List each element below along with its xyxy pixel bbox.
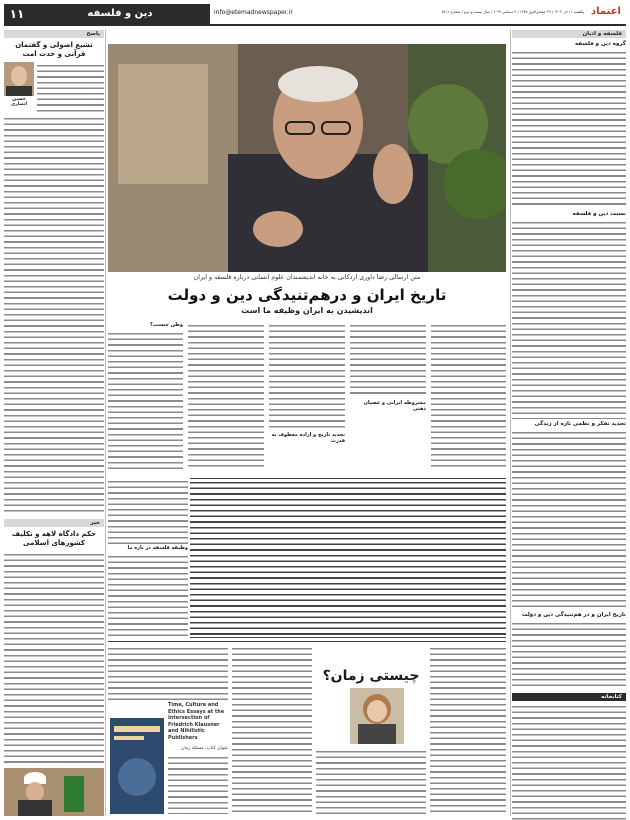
zaman-text-1 [430, 645, 506, 815]
feature-columns [108, 322, 506, 472]
newspaper-logo: اعتماد [591, 6, 621, 17]
right-body-4 [512, 620, 626, 690]
portrait-photo [108, 44, 506, 272]
right-column [512, 30, 626, 816]
top-header [4, 4, 626, 26]
left-text-1 [37, 62, 104, 112]
zaman-text-4 [108, 645, 228, 700]
feature-kicker: متن ارسالی رضا داوری اردکانی به خانه اندیشمندان علوم انسانی درباره فلسفه و ایران [193, 274, 421, 281]
zaman-author-photo [350, 688, 404, 744]
section-title: دین و فلسفه [30, 4, 210, 24]
book-cover [110, 718, 164, 814]
left-column [4, 30, 104, 816]
feature-left-text-2 [108, 553, 188, 638]
right-subhead-2: تجدید تفکر و نظمی تازه از زندگی [534, 421, 626, 427]
group-label: گروه دین و فلسفه [574, 41, 626, 47]
right-body-2 [512, 219, 626, 419]
feature-col-head-3: تجدید تاریخ و اراده معطوف به قدرت [269, 432, 345, 444]
book-title-en: Time, Culture and Ethics Essays at the Intersection of Friedrich Klausner and Nihilistic Publishers [168, 702, 225, 741]
zaman-text-2 [316, 748, 426, 815]
zaman-headline: چیستی زمان؟ [322, 668, 420, 684]
pull-quote-box [190, 478, 506, 638]
left-column-rule [105, 30, 106, 816]
right-subhead-1: نسبت دین و فلسفه [572, 211, 626, 217]
feature-col-text-3 [269, 322, 345, 430]
right-body-5 [512, 703, 626, 820]
page-number: ۱۱ [4, 4, 30, 24]
feature-col-head-1: وطن چیست؟ [150, 322, 183, 328]
left-text-2 [4, 115, 104, 515]
author-photo [4, 62, 34, 96]
left-kicker-1: پاسخ [4, 30, 104, 38]
header-email[interactable]: info@etemadnewspaper.ir [214, 9, 293, 16]
feature-subhead: اندیشیدن به ایران وظیفه ما است [241, 306, 373, 315]
zaman-text-3 [232, 645, 312, 815]
right-section-label: فلسفه و ادیان [512, 30, 626, 38]
feature-col-head-4: مشروطه ایرانی و عصیان ذهنی [350, 400, 426, 412]
header-date-line: یکشنبه ۱۱ آذر ۱۴۰۲ / ۲۹ جمادی‌الاول ۱۴۴۵ / ۳ دسامبر ۲۰۲۳ / سال بیست و دوم / شماره ۵۶۱۱ [441, 10, 584, 14]
feature-col-text-1 [108, 330, 183, 470]
feature-col-text-2 [188, 322, 264, 470]
feature-left-text [108, 478, 188, 544]
feature-col-head-5: وظیفه فلسفه در بازه ما [127, 545, 188, 551]
feature-col-text-4 [350, 322, 426, 398]
right-column-rule [510, 30, 511, 816]
author-name: حسین انصاری [10, 97, 28, 107]
right-box-headline: تاریخ ایران و در هم‌تنیدگی دین و دولت [521, 612, 626, 618]
feature-headline: تاریخ ایران و درهم‌تنیدگی دین و دولت [167, 286, 447, 304]
right-box-label: کتابخانه [512, 693, 626, 701]
feature-col-text-5 [431, 322, 506, 470]
left-kicker-2: خبر [4, 519, 104, 527]
right-body-3 [512, 429, 626, 609]
left-text-3 [4, 551, 104, 766]
right-body-1 [512, 49, 626, 209]
left-headline-2: حکم دادگاه لاهه و تکلیف کشورهای اسلامی [11, 530, 97, 547]
left-headline-1: تشیع اصولی و گفتمان قرآنی و حدت امت [15, 41, 93, 58]
zaman-divider [108, 641, 506, 642]
book-caption: عنوان کتاب: مسئله زمان [181, 746, 228, 751]
feature-photo [108, 44, 506, 272]
book-details [168, 754, 228, 814]
cleric-photo [4, 768, 104, 816]
